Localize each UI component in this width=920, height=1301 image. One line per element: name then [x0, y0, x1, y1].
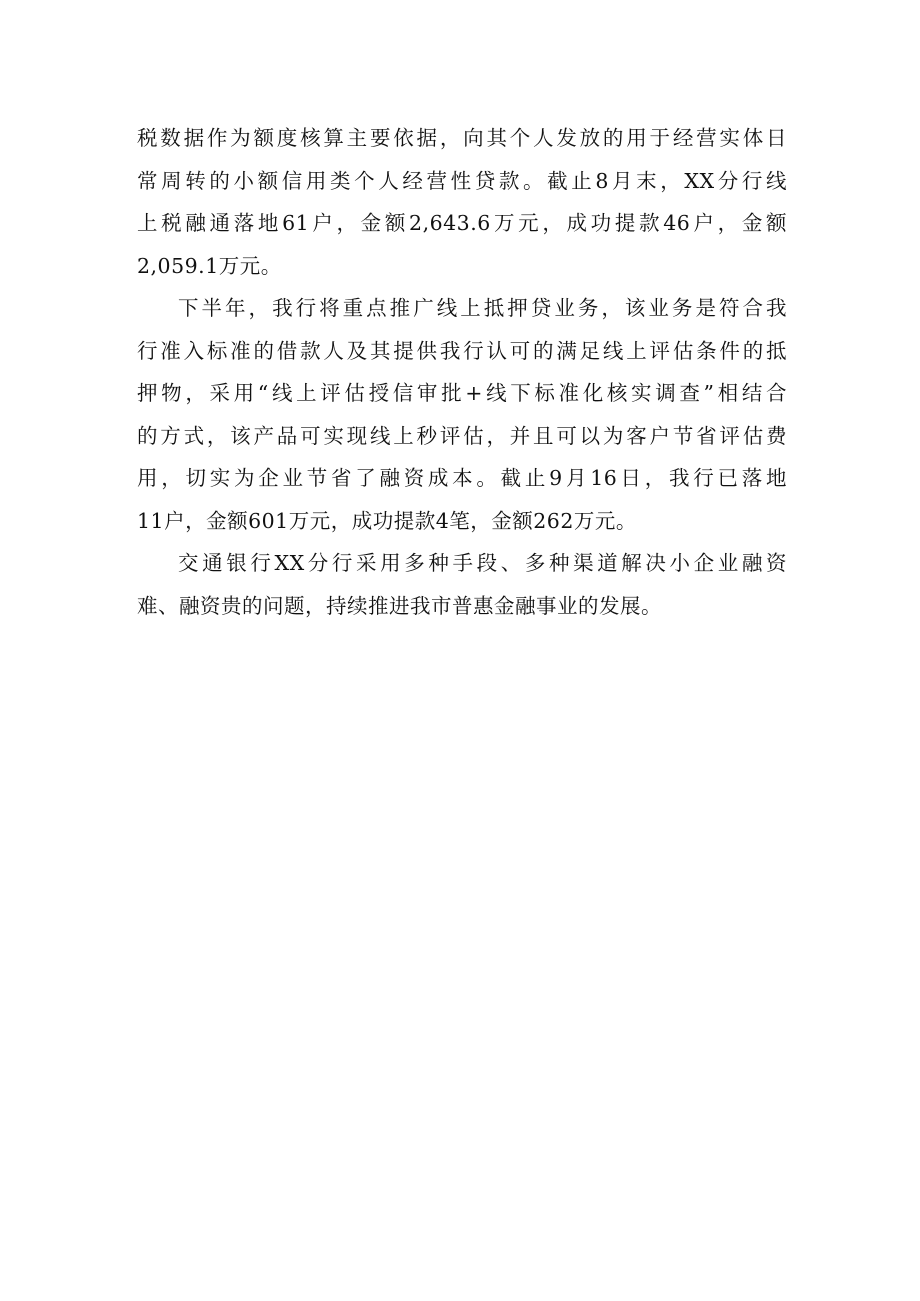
paragraph-1 — [137, 117, 787, 287]
text-line: 下半年，我行将重点推广线上抵押贷业务，该业务是符合我 — [178, 296, 787, 320]
text-line: 2,059.1万元。 — [137, 253, 282, 278]
text-line: 行准入标准的借款人及其提供我行认可的满足线上评估条件的抵 — [137, 338, 787, 363]
text-line: 上税融通落地61户，金额2,643.6万元，成功提款46户，金额 — [137, 211, 787, 235]
text-line: 难、融资贵的问题，持续推进我市普惠金融事业的发展。 — [137, 593, 662, 618]
text-line: 押物，采用“线上评估授信审批+线下标准化核实调查”相结合 — [137, 381, 787, 405]
text-line: 税数据作为额度核算主要依据，向其个人发放的用于经营实体日 — [137, 126, 787, 150]
text-line: 用，切实为企业节省了融资成本。截止9月16日，我行已落地 — [137, 466, 787, 490]
document-body — [137, 117, 787, 627]
paragraph-3 — [137, 542, 787, 627]
text-line: 的方式，该产品可实现线上秒评估，并且可以为客户节省评估费 — [137, 423, 787, 448]
text-line: 11户，金额601万元，成功提款4笔，金额262万元。 — [137, 508, 637, 533]
paragraph-2 — [137, 287, 787, 542]
text-line: 常周转的小额信用类个人经营性贷款。截止8月末，XX分行线 — [137, 168, 787, 193]
text-line: 交通银行XX分行采用多种手段、多种渠道解决小企业融资 — [178, 551, 787, 575]
